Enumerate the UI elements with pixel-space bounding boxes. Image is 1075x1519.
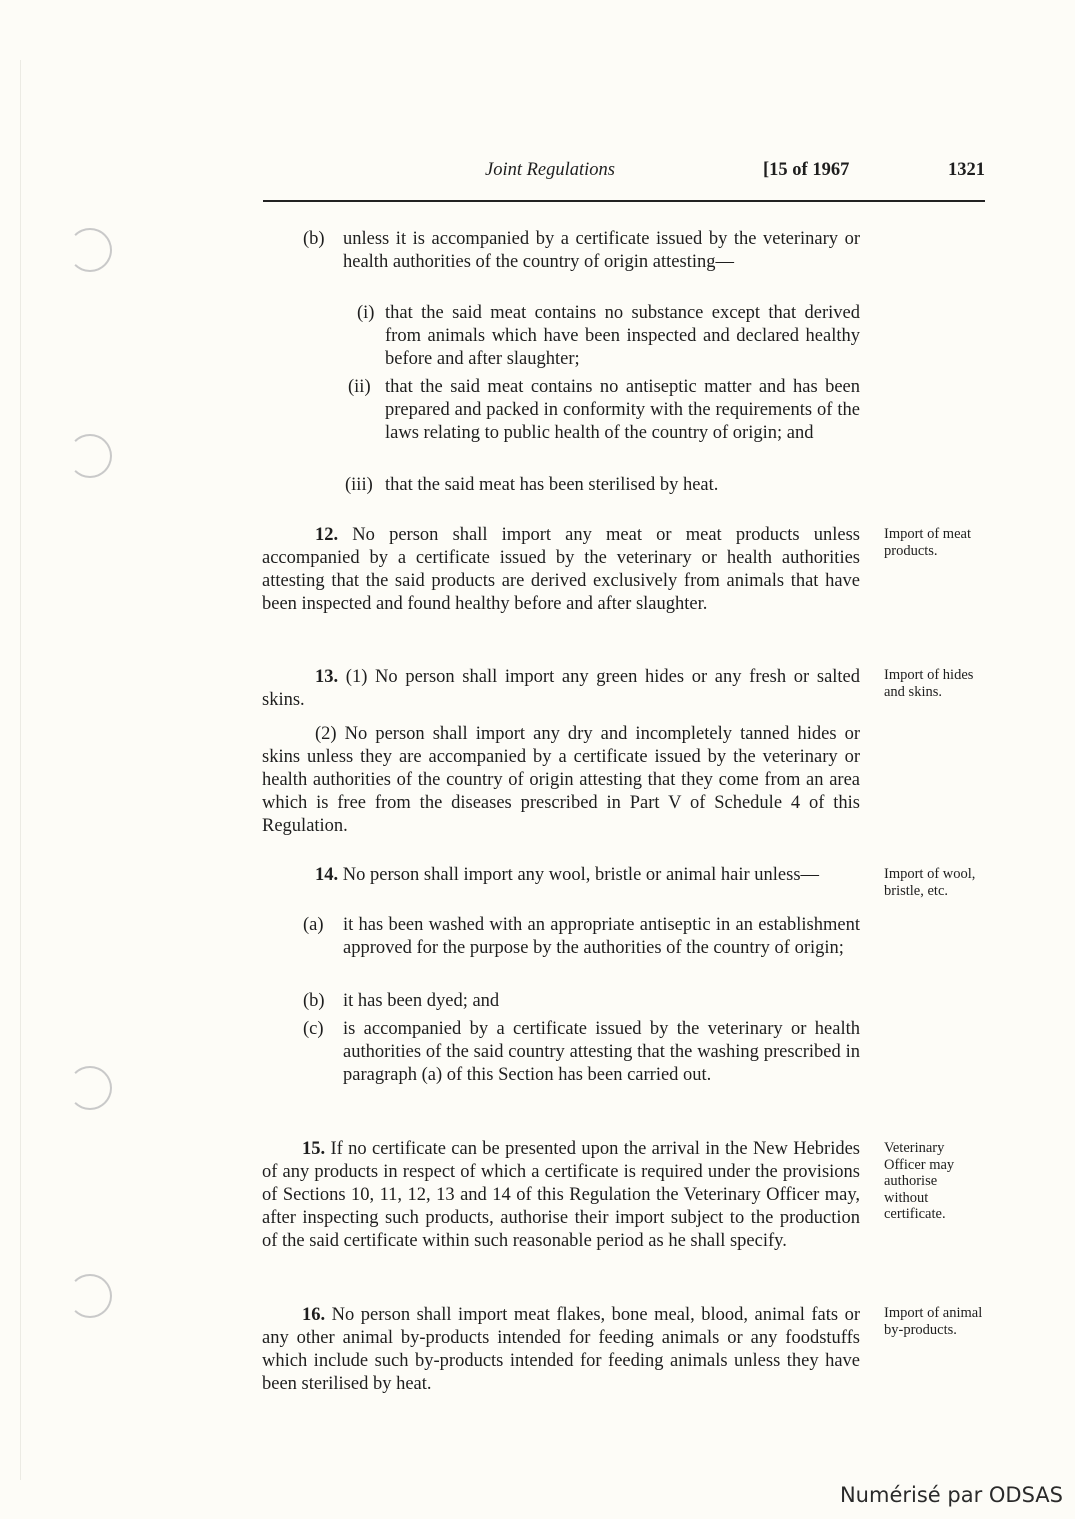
page-number: 1321 (948, 160, 985, 180)
margin-note-16: Import of animal by-products. (884, 1305, 983, 1338)
binder-hole (68, 1066, 112, 1110)
section-number: 14. (315, 865, 339, 885)
item-a (303, 914, 860, 960)
subitem-ii (345, 376, 860, 445)
header-act: [15 of 1967 (763, 160, 850, 180)
item-label: (a) (303, 915, 324, 935)
para-11b (303, 228, 860, 274)
item-text: it has been washed with an appropriate antiseptic in an establishment approved for the purpose by the authorities of the country of origin; (343, 915, 860, 958)
item-b (303, 990, 860, 1013)
section-text: No person shall import any green hides or any fresh or salted skins. (262, 667, 861, 710)
item-text: it has been dyed; and (343, 991, 500, 1011)
subitem-text: that the said meat contains no antiseptic matter and has been prepared and packed in conformity with the requirements of the laws relating to public health of the country of origin; and (385, 377, 860, 443)
section-number: 15. (302, 1139, 326, 1159)
section-text: No person shall import any wool, bristle or animal hair unless— (342, 865, 820, 885)
section-16 (262, 1304, 860, 1396)
running-header (263, 160, 985, 184)
subitem-label: (iii) (345, 475, 373, 495)
page-edge (20, 60, 21, 1480)
section-text: If no certificate can be presented upon the arrival in the New Hebrides of any products in respect of which a certificate is required under the provisions of Sections 10, 11, 12, 13 and 14 of this Regulation the Veterinary Officer may, after inspecting such products, authorise their import subject to the production of the said certificate within such reasonable period as he shall specify. (262, 1139, 861, 1251)
subitem-iii (345, 474, 860, 497)
section-13-1 (262, 666, 860, 712)
section-12 (262, 524, 860, 616)
subitem-text: that the said meat has been sterilised by heat. (385, 475, 719, 495)
binder-hole (68, 1274, 112, 1318)
item-text: is accompanied by a certificate issued by the veterinary or health authorities of the said country attesting that the washing prescribed in paragraph (a) of this Section has been carried out. (343, 1019, 860, 1085)
subitem-text: that the said meat contains no substance except that derived from animals which have been inspected and declared healthy before and after slaughter; (385, 303, 860, 369)
section-number: 12. (315, 525, 339, 545)
binder-hole (68, 228, 112, 272)
header-title: Joint Regulations (485, 160, 615, 180)
section-14 (262, 864, 860, 887)
item-label: (c) (303, 1019, 324, 1039)
margin-note-15: Veterinary Officer may authorise without certificate. (884, 1140, 955, 1222)
section-text: No person shall import meat flakes, bone meal, blood, animal fats or any other animal by-products intended for feeding animals or any foodstuffs which include such by-products intended for feeding animals unless they have been sterilised by heat. (262, 1305, 861, 1394)
digitization-watermark: Numérisé par ODSAS (839, 1483, 1063, 1507)
header-rule (263, 200, 985, 202)
item-c (303, 1018, 860, 1087)
section-13-2 (262, 723, 860, 838)
margin-note-14: Import of wool, bristle, etc. (884, 866, 976, 899)
item-label: (b) (303, 991, 325, 1011)
para-text: unless it is accompanied by a certificate issued by the veterinary or health authorities of the country of origin attesting— (343, 229, 860, 272)
section-15 (262, 1138, 860, 1253)
subsection-label: (2) (315, 724, 337, 744)
margin-note-12: Import of meat products. (884, 526, 971, 559)
para-label: (b) (303, 229, 325, 249)
binder-hole (68, 434, 112, 478)
subitem-label: (ii) (348, 377, 371, 397)
margin-note-13: Import of hides and skins. (884, 667, 974, 700)
section-number: 16. (302, 1305, 326, 1325)
section-text: No person shall import any meat or meat products unless accompanied by a certificate issued by the veterinary or health authorities attesting that the said products are derived exclusively from animals that have been inspected and found healthy before and after slaughter. (262, 525, 860, 614)
subsection-label: (1) (345, 667, 368, 687)
section-text: No person shall import any dry and incompletely tanned hides or skins unless they are accompanied by a certificate issued by the veterinary or health authorities of the country of origin attesting that they come from an area which is free from the diseases prescribed in Part V of Schedule 4 of this Regulation. (262, 724, 860, 836)
subitem-label: (i) (357, 303, 375, 323)
section-number: 13. (315, 667, 339, 687)
subitem-i (345, 302, 860, 371)
